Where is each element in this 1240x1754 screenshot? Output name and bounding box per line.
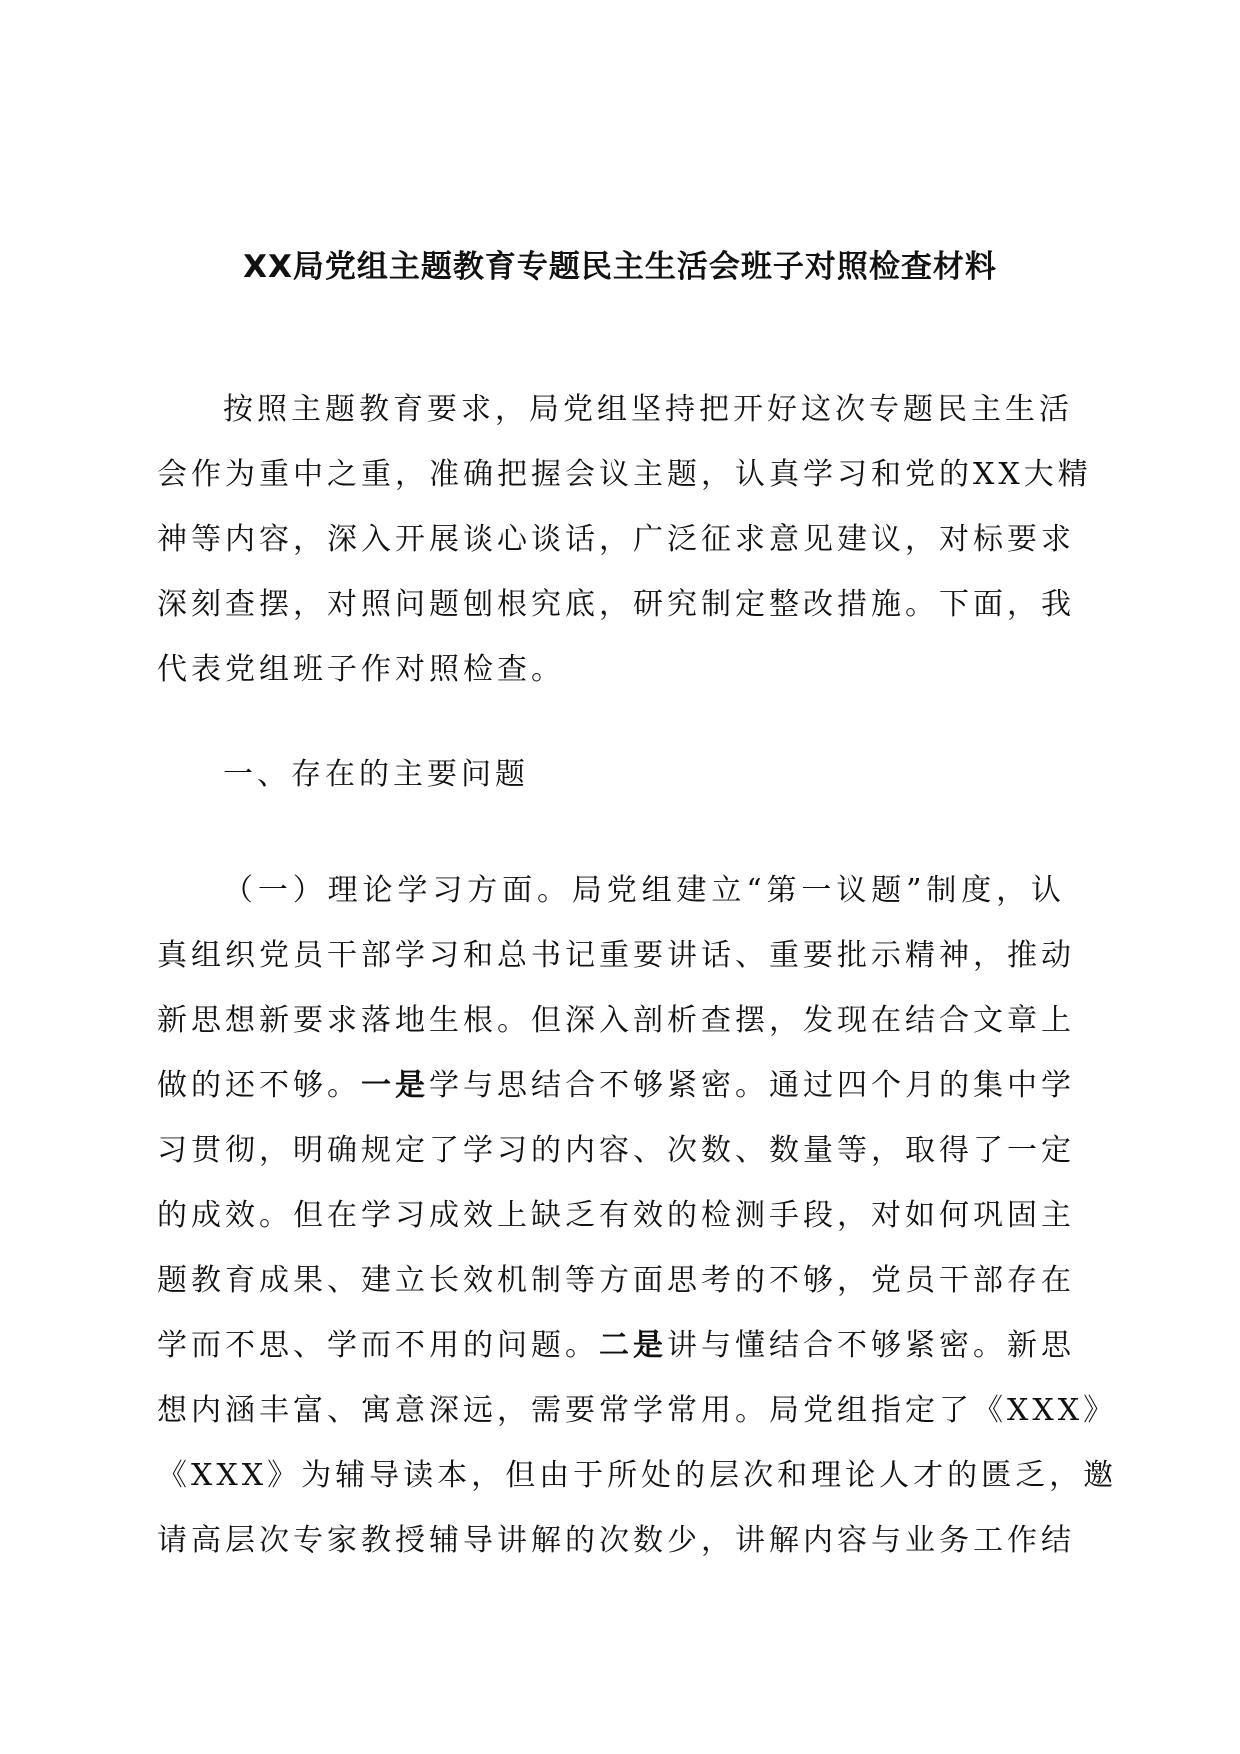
section1-line-7: 题教育成果、建立长效机制等方面思考的不够，党员干部存在 xyxy=(157,1263,1075,1298)
emphasis-first: 一是 xyxy=(361,1068,429,1103)
emphasis-second: 二是 xyxy=(599,1328,667,1363)
section1-line-2: 真组织党员干部学习和总书记重要讲话、重要批示精神，推动 xyxy=(157,938,1075,973)
section1-line-8-post: 讲与懂结合不够紧密。新思 xyxy=(667,1328,1075,1363)
section1-line-3: 新思想新要求落地生根。但深入剖析查摆，发现在结合文章上 xyxy=(157,1003,1075,1038)
section-heading: 一、存在的主要问题 xyxy=(223,757,529,792)
section1-line-9: 想内涵丰富、寓意深远，需要常学常用。局党组指定了《XXX》 xyxy=(157,1393,1118,1428)
section1-line-8-pre: 学而不思、学而不用的问题。 xyxy=(157,1328,599,1363)
section1-line-4-post: 学与思结合不够紧密。通过四个月的集中学 xyxy=(429,1068,1075,1103)
section1-line-1: （一）理论学习方面。局党组建立“第一议题”制度，认 xyxy=(223,873,1065,908)
section1-line-11: 请高层次专家教授辅导讲解的次数少，讲解内容与业务工作结 xyxy=(157,1523,1075,1558)
intro-paragraph xyxy=(157,377,1092,702)
intro-line-2: 会作为重中之重，准确把握会议主题，认真学习和党的XX大精 xyxy=(157,457,1092,492)
section1-line-10: 《XXX》为辅导读本，但由于所处的层次和理论人才的匮乏，邀 xyxy=(157,1458,1118,1493)
section1-paragraph xyxy=(157,858,1118,1573)
document-title: XX局党组主题教育专题民主生活会班子对照检查材料 xyxy=(243,249,997,285)
section1-line-5: 习贯彻，明确规定了学习的内容、次数、数量等，取得了一定 xyxy=(157,1133,1075,1168)
section1-line-4-pre: 做的还不够。 xyxy=(157,1068,361,1103)
section1-line-8 xyxy=(157,1313,1075,1378)
intro-line-5: 代表党组班子作对照检查。 xyxy=(157,652,565,687)
section1-line-4 xyxy=(157,1053,1075,1118)
section1-line-6: 的成效。但在学习成效上缺乏有效的检测手段，对如何巩固主 xyxy=(157,1198,1075,1233)
intro-line-3: 神等内容，深入开展谈心谈话，广泛征求意见建议，对标要求 xyxy=(157,522,1075,557)
intro-line-4: 深刻查摆，对照问题刨根究底，研究制定整改措施。下面，我 xyxy=(157,587,1075,622)
intro-line-1: 按照主题教育要求，局党组坚持把开好这次专题民主生活 xyxy=(223,392,1073,427)
